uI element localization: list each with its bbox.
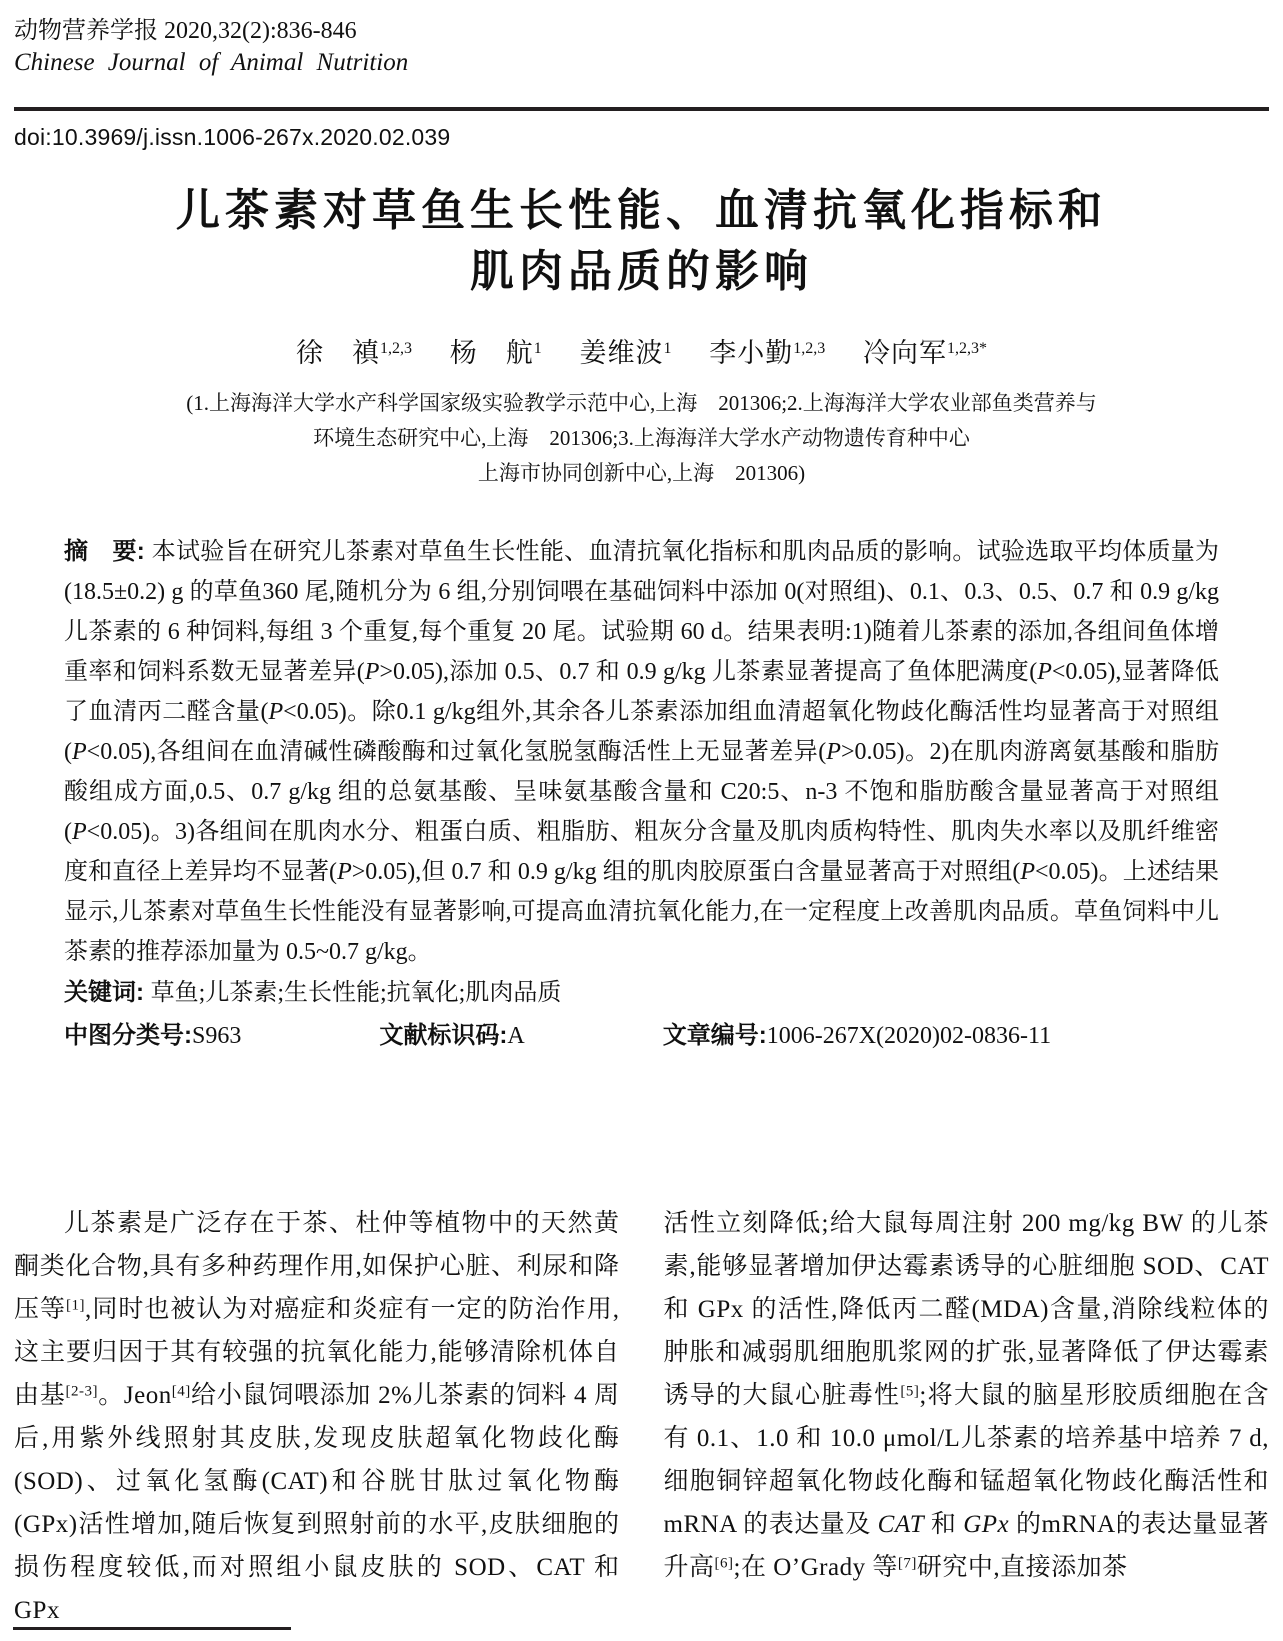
article-title-line2: 肌肉品质的影响 bbox=[470, 247, 813, 296]
article-id bbox=[663, 1014, 1051, 1058]
author-affil-sup: 1 bbox=[663, 340, 672, 358]
footnote-rule bbox=[13, 1627, 291, 1630]
author bbox=[580, 338, 672, 368]
author bbox=[450, 338, 542, 368]
clc-label: 中图分类号: bbox=[64, 1022, 192, 1049]
article-title-line1: 儿茶素对草鱼生长性能、血清抗氧化指标和 bbox=[176, 186, 1107, 235]
header-rule bbox=[14, 107, 1269, 111]
body-columns bbox=[14, 1202, 1269, 1632]
keywords-label: 关键词: bbox=[64, 979, 151, 1006]
body-text-left: 儿茶素是广泛存在于茶、杜仲等植物中的天然黄酮类化合物,具有多种药理作用,如保护心脏、利尿和降压等[1],同时也被认为对癌症和炎症有一定的防治作用,这主要归因于其有较强的抗氧化能力,能够清除机体自由基[2-3]。Jeon[4]给小鼠饲喂添加 2%儿茶素的饲料 4 周后,用紫外线照射其皮肤,发现皮肤超氧化物歧化酶(SOD)、过氧化氢酶(CAT)和谷胱甘肽过氧化物酶(GPx)活性增加,随后恢复到照射前的水平,皮肤细胞的损伤程度较低,而对照组小鼠皮肤的 SOD、CAT 和 GPx bbox=[14, 1210, 620, 1624]
article-title bbox=[54, 180, 1229, 302]
author-affil-sup: 1,2,3 bbox=[380, 340, 412, 358]
author-name: 杨 航 bbox=[449, 338, 534, 368]
body-column-right bbox=[664, 1202, 1270, 1632]
doi-line: doi:10.3969/j.issn.1006-267x.2020.02.039 bbox=[14, 124, 451, 150]
abstract-text: 本试验旨在研究儿茶素对草鱼生长性能、血清抗氧化指标和肌肉品质的影响。试验选取平均体质量为(18.5±0.2) g 的草鱼360 尾,随机分为 6 组,分别饲喂在基础饲料中添加 0(对照组)、0.1、0.3、0.5、0.7 和 0.9 g/kg 儿茶素的 6 种饲料,每组 3 个重复,每个重复 20 尾。试验期 60 d。结果表明:1)随着儿茶素的添加,各组间鱼体增重率和饲料系数无显著差异(P>0.05),添加 0.5、0.7 和 0.9 g/kg 儿茶素显著提高了鱼体肥满度(P<0.05),显著降低了血清丙二醛含量(P<0.05)。除0.1 g/kg组外,其余各儿茶素添加组血清超氧化物歧化酶活性均显著高于对照组(P<0.05),各组间在血清碱性磷酸酶和过氧化氢脱氢酶活性上无显著差异(P>0.05)。2)在肌肉游离氨基酸和脂肪酸组成方面,0.5、0.7 g/kg 组的总氨基酸、呈味氨基酸含量和 C20:5、n-3 不饱和脂肪酸含量显著高于对照组(P<0.05)。3)各组间在肌肉水分、粗蛋白质、粗脂肪、粗灰分含量及肌肉质构特性、肌肉失水率以及肌纤维密度和直径上差异均不显著(P>0.05),但 0.7 和 0.9 g/kg 组的肌肉胶原蛋白含量显著高于对照组(P<0.05)。上述结果显示,儿茶素对草鱼生长性能没有显著影响,可提高血清抗氧化能力,在一定程度上改善肌肉品质。草鱼饲料中儿茶素的推荐添加量为 0.5~0.7 g/kg。 bbox=[64, 539, 1220, 965]
author-name: 姜维波 bbox=[579, 338, 664, 368]
author-affil-sup: 1 bbox=[533, 340, 542, 358]
author-affil-sup: 1,2,3 bbox=[793, 340, 826, 358]
clc-number bbox=[64, 1014, 241, 1058]
affiliation-line: 上海市协同创新中心,上海 201306) bbox=[477, 461, 806, 485]
journal-title-en: Chinese Journal of Animal Nutrition bbox=[14, 49, 409, 76]
body-column-left bbox=[14, 1202, 620, 1632]
affiliation-line: (1.上海海洋大学水产科学国家级实验教学示范中心,上海 201306;2.上海海洋大学农业部鱼类营养与 bbox=[186, 391, 1097, 415]
affiliations bbox=[14, 386, 1269, 491]
journal-title-cn: 动物营养学报 2020,32(2):836-846 bbox=[14, 18, 357, 44]
clc-value: S963 bbox=[192, 1023, 242, 1049]
author bbox=[709, 338, 825, 368]
classification-row bbox=[64, 1014, 1219, 1058]
author-affil-sup: 1,2,3* bbox=[947, 340, 987, 358]
abstract bbox=[64, 532, 1219, 972]
author-name: 冷向军 bbox=[863, 338, 947, 368]
document-code-label: 文献标识码: bbox=[379, 1022, 508, 1049]
article-id-label: 文章编号: bbox=[662, 1022, 767, 1049]
author bbox=[296, 338, 412, 368]
page-header bbox=[14, 16, 1269, 79]
keywords-value: 草鱼;儿茶素;生长性能;抗氧化;肌肉品质 bbox=[150, 980, 562, 1006]
keywords-row bbox=[64, 972, 1219, 1014]
body-text-right: 活性立刻降低;给大鼠每周注射 200 mg/kg BW 的儿茶素,能够显著增加伊达霉素诱导的心脏细胞 SOD、CAT 和 GPx 的活性,降低丙二醛(MDA)含量,消除线粒体的肿胀和减弱肌细胞肌浆网的扩张,显著降低了伊达霉素诱导的大鼠心脏毒性[5];将大鼠的脑星形胶质细胞在含有 0.1、1.0 和 10.0 μmol/L儿茶素的培养基中培养 7 d,细胞铜锌超氧化物歧化酶和锰超氧化物歧化酶活性和 mRNA 的表达量及 CAT 和 GPx 的mRNA的表达量显著升高[6];在 O’Grady 等[7]研究中,直接添加茶 bbox=[663, 1210, 1269, 1581]
author-name: 徐 禛 bbox=[296, 338, 380, 368]
document-code-value: A bbox=[507, 1023, 525, 1049]
article-id-value: 1006-267X(2020)02-0836-11 bbox=[766, 1023, 1052, 1049]
document-code bbox=[379, 1014, 524, 1058]
abstract-label: 摘 要: bbox=[64, 538, 152, 565]
author-name: 李小勤 bbox=[709, 338, 794, 368]
affiliation-line: 环境生态研究中心,上海 201306;3.上海海洋大学水产动物遗传育种中心 bbox=[313, 426, 970, 450]
author-list bbox=[14, 335, 1269, 371]
author bbox=[863, 338, 987, 368]
